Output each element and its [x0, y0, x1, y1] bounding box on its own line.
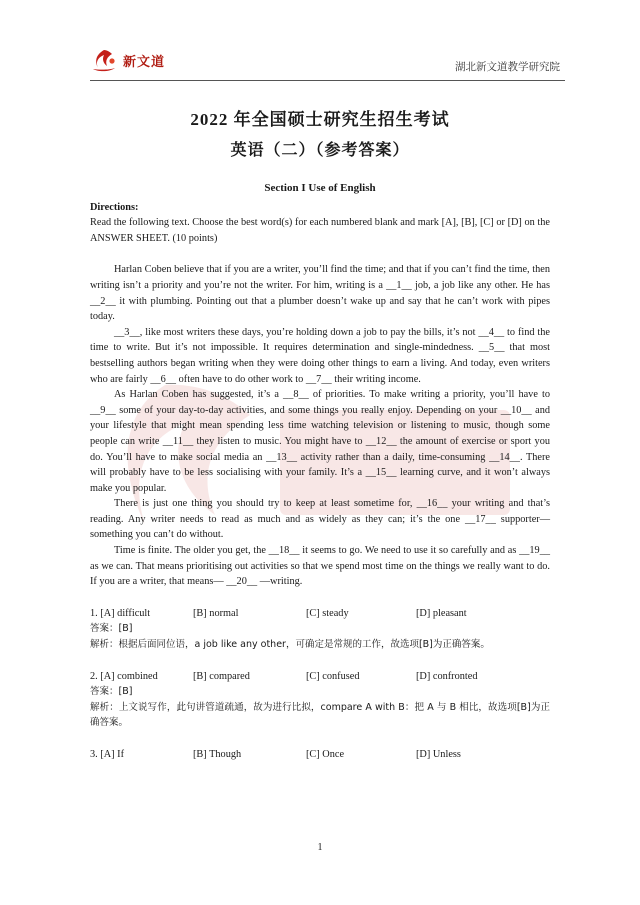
section-heading: Section I Use of English: [264, 182, 376, 194]
document-body: [90, 181, 550, 763]
page-number: 1: [317, 842, 323, 853]
option-a: 3. [A] If: [90, 749, 125, 760]
passage-paragraph: Harlan Coben believe that if you are a writer, you’ll find the time; and that if you can’t find the time, then writing isn’t a priority and you’re not the writer. For him, writing is a __1__ job, a job like any other. He has __2__ it with plumbing. Pointing out that a plumber doesn’t wake up and say that he can’t work with pipes today.: [90, 264, 550, 323]
option-d: [D] pleasant: [416, 607, 467, 619]
directions-label: Directions:: [90, 201, 139, 213]
question-options: [90, 747, 550, 763]
passage-paragraph: Time is finite. The older you get, the __18__ it seems to go. We need to use it so carefully and as __19__ as we can. That means prioritising out activities so that we spend most time on the things we really want to do. If you are a writer, that means— __20__ —writing.: [90, 545, 550, 588]
exam-title: 2022 年全国硕士研究生招生考试: [190, 110, 450, 129]
question-options: [90, 606, 550, 622]
option-d: [D] Unless: [416, 749, 461, 760]
option-d: [D] confronted: [416, 670, 478, 682]
header-rule: [90, 80, 565, 81]
passage-paragraph: There is just one thing you should try to keep at least sometime for, __16__ your writing and that’s reading. Any writer needs to read as much and as widely as they can; it’s the one __17__ supporter—something you can’t do without.: [90, 498, 550, 541]
option-a: 2. [A] combined: [90, 670, 158, 682]
directions-text: Read the following text. Choose the best word(s) for each numbered blank and mark [A], [B], [C] or [D] on the ANSWER SHEET. (10 points): [90, 217, 550, 244]
exam-subtitle: 英语（二）（参考答案）: [230, 142, 410, 159]
org-name: 湖北新文道教学研究院: [455, 61, 560, 73]
option-b: [B] compared: [193, 670, 250, 682]
flame-logo-icon: [90, 48, 118, 72]
option-c: [C] steady: [306, 607, 349, 619]
option-c: [C] Once: [306, 749, 345, 760]
option-c: [C] confused: [306, 670, 360, 682]
answer-line: 答案：[B]: [90, 686, 133, 698]
option-b: [B] Though: [193, 749, 242, 760]
analysis-line: 解析：根据后面同位语，a job like any other，可确定是常规的工作，故选项[B]为正确答案。: [90, 639, 490, 651]
logo: [90, 48, 165, 72]
page-header: [90, 40, 565, 80]
logo-text: 新文道: [123, 54, 166, 70]
passage-paragraph: __3__, like most writers these days, you’re holding down a job to pay the bills, it’s not __4__ to find the time to write. But it’s not impossible. It requires determination and single-mindedness. __5__ that most bestselling authors began writing when they were doing other things to earn a living. And today, even writers who are fairly __6__ often have to do other work to __7__ their writing income.: [90, 326, 550, 385]
question-options: [90, 669, 550, 685]
option-b: [B] normal: [193, 607, 239, 619]
passage-paragraph: As Harlan Coben has suggested, it’s a __8__ of priorities. To make writing a priority, you’ll have to __9__ some of your day-to-day activities, and some things you really enjoy. Depending on your __10__ and your lifestyle that might mean spending less time watching television or listening to music, though some people can write __11__ they listen to music. You might have to __12__ the amount of exercise or sport you do. You’ll have to make social media an __13__ activity rather than a daily, time-consuming __14__. There will probably have to be less socialising with your family. It’s a __15__ learning curve, and it won’t always make you popular.: [90, 389, 550, 494]
analysis-line: 解析：上文说写作，此句讲管道疏通，故为进行比拟，compare A with B：把 A 与 B 相比，故选项[B]为正确答案。: [90, 701, 550, 729]
option-a: 1. [A] difficult: [90, 607, 151, 619]
answer-line: 答案：[B]: [90, 623, 133, 635]
